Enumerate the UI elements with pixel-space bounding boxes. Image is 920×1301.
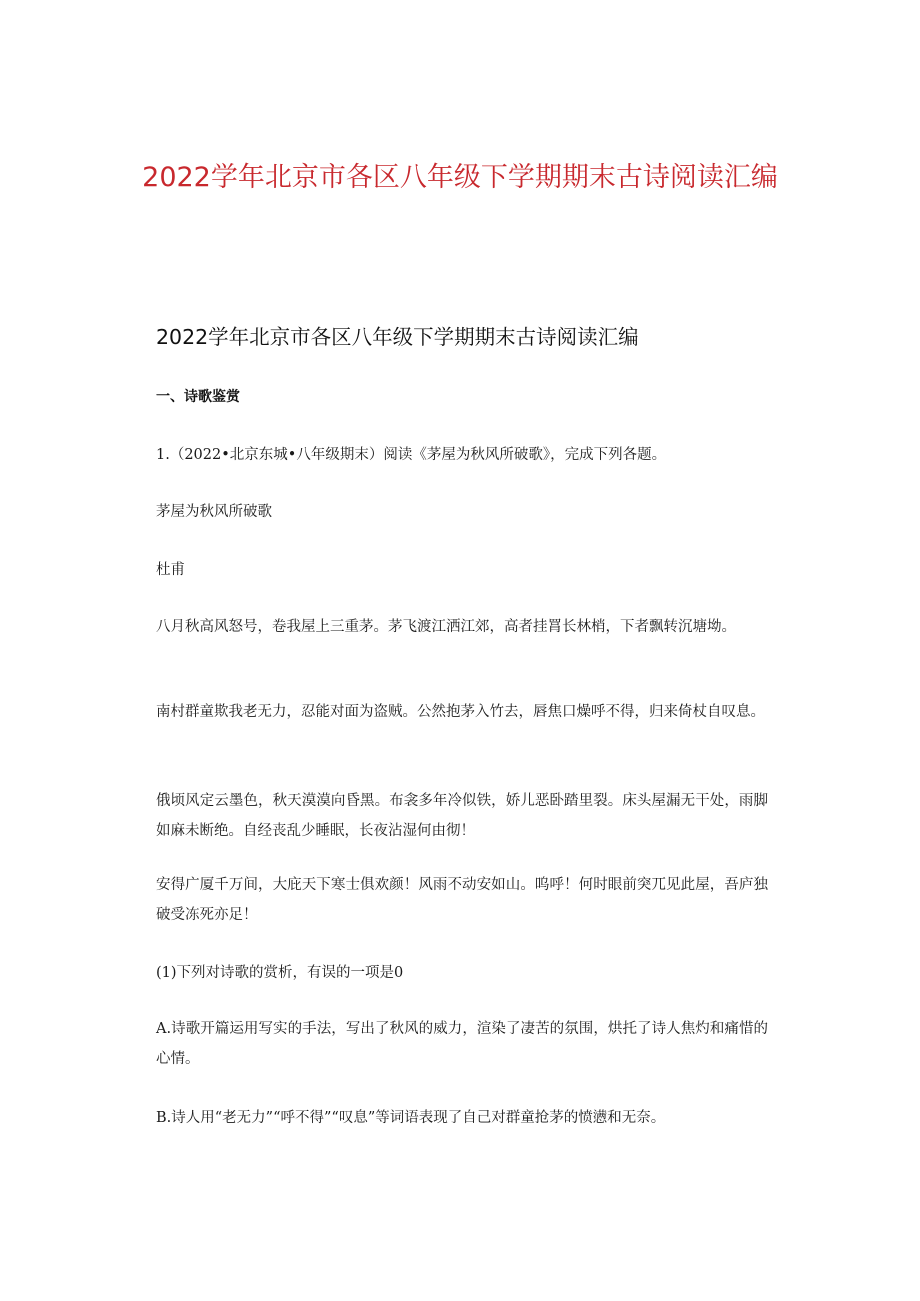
- question-intro: 1.（2022•北京东城•八年级期末）阅读《茅屋为秋风所破歌》，完成下列各题。: [156, 447, 667, 463]
- poem-stanza-2: 南村群童欺我老无力，忍能对面为盗贼。公然抱茅入竹去，唇焦口燥呼不得，归来倚杖自叹息。: [156, 704, 765, 720]
- document-heading: 2022学年北京市各区八年级下学期期末古诗阅读汇编: [156, 325, 639, 349]
- option-a: A.诗歌开篇运用写实的手法，写出了秋风的威力，渲染了凄苦的氛围，烘托了诗人焦灼和痛惜的心情。: [156, 1021, 768, 1067]
- poem-author: 杜甫: [156, 562, 185, 578]
- option-b: B.诗人用“老无力”“呼不得”“叹息”等词语表现了自己对群童抢茅的愤懑和无奈。: [156, 1110, 666, 1126]
- cover-title: 2022学年北京市各区八年级下学期期末古诗阅读汇编: [142, 162, 778, 193]
- poem-title: 茅屋为秋风所破歌: [156, 504, 272, 520]
- poem-stanza-4: 安得广厦千万间，大庇天下寒士俱欢颜！风雨不动安如山。呜呼！何时眼前突兀见此屋，吾庐独破受冻死亦足！: [156, 877, 768, 923]
- poem-stanza-1: 八月秋高风怒号，卷我屋上三重茅。茅飞渡江洒江郊，高者挂罥长林梢，下者飘转沉塘坳。: [156, 619, 736, 635]
- poem-stanza-3: 俄顷风定云墨色，秋天漠漠向昏黑。布衾多年冷似铁，娇儿恶卧踏里裂。床头屋漏无干处，雨脚如麻未断绝。自经丧乱少睡眠，长夜沾湿何由彻！: [156, 793, 768, 839]
- section-heading: 一、诗歌鉴赏: [156, 389, 240, 405]
- sub-question: (1)下列对诗歌的赏析，有误的一项是0: [156, 965, 404, 981]
